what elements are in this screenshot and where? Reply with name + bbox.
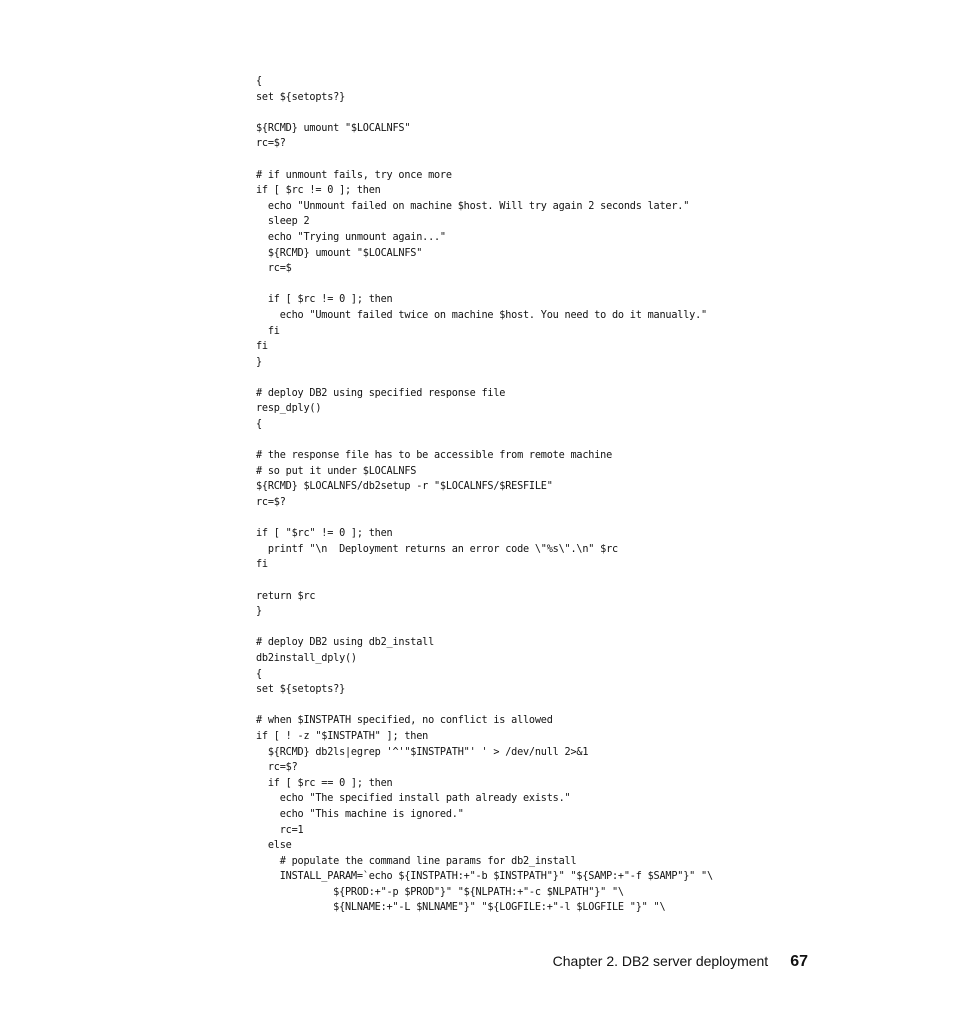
code-line — [256, 370, 713, 386]
code-line: rc=1 — [256, 824, 304, 836]
code-line: set ${setopts?} — [256, 684, 346, 696]
code-line: rc=$? — [256, 762, 298, 774]
code-line: if [ "$rc" != 0 ]; then — [256, 528, 393, 540]
code-line: else — [256, 840, 292, 852]
code-line: printf "\n Deployment returns an error code \"%s\".\n" $rc — [256, 543, 618, 555]
code-line: fi — [256, 341, 268, 353]
code-line: # deploy DB2 using specified response file — [256, 387, 506, 399]
code-line: fi — [256, 559, 268, 571]
code-line: # the response file has to be accessible from remote machine — [256, 450, 613, 462]
code-line: set ${setopts?} — [256, 91, 346, 103]
code-line: if [ ! -z "$INSTPATH" ]; then — [256, 730, 429, 742]
code-line: echo "Trying unmount again..." — [256, 231, 446, 243]
code-line: { — [256, 668, 262, 680]
code-line: INSTALL_PARAM=`echo ${INSTPATH:+"-b $INSTPATH"}" "${SAMP:+"-f $SAMP"}" "\ — [256, 871, 713, 883]
code-line — [256, 573, 713, 589]
code-line: echo "The specified install path already exists." — [256, 793, 571, 805]
code-line: rc=$ — [256, 263, 292, 275]
code-line — [256, 433, 713, 449]
code-line: # if unmount fails, try once more — [256, 169, 452, 181]
code-line: ${RCMD} umount "$LOCALNFS" — [256, 247, 423, 259]
code-line: echo "This machine is ignored." — [256, 808, 464, 820]
code-line — [256, 105, 713, 121]
code-line: rc=$? — [256, 138, 286, 150]
code-line — [256, 152, 713, 168]
code-line: if [ $rc != 0 ]; then — [256, 294, 393, 306]
code-line: ${RCMD} db2ls|egrep '^'"$INSTPATH"' ' > /dev/null 2>&1 — [256, 746, 589, 758]
code-line: ${NLNAME:+"-L $NLNAME"}" "${LOGFILE:+"-l $LOGFILE "}" "\ — [256, 902, 666, 914]
code-line — [256, 277, 713, 293]
code-line — [256, 698, 713, 714]
code-line: # populate the command line params for db2_install — [256, 855, 577, 867]
code-line: echo "Unmount failed on machine $host. Will try again 2 seconds later." — [256, 200, 690, 212]
code-line: resp_dply() — [256, 403, 322, 415]
code-line: } — [256, 606, 262, 618]
code-line: sleep 2 — [256, 216, 310, 228]
code-line: } — [256, 356, 262, 368]
code-line: { — [256, 419, 262, 431]
chapter-title: Chapter 2. DB2 server deployment — [552, 953, 769, 969]
code-line: rc=$? — [256, 497, 286, 509]
code-line: # deploy DB2 using db2_install — [256, 637, 435, 649]
code-line: echo "Umount failed twice on machine $host. You need to do it manually." — [256, 309, 707, 321]
code-line: # so put it under $LOCALNFS — [256, 465, 417, 477]
code-line: ${RCMD} $LOCALNFS/db2setup -r "$LOCALNFS/$RESFILE" — [256, 481, 553, 493]
page-number: 67 — [790, 953, 808, 970]
code-line — [256, 511, 713, 527]
code-line: ${RCMD} umount "$LOCALNFS" — [256, 122, 411, 134]
code-line: fi — [256, 325, 280, 337]
code-line: db2install_dply() — [256, 652, 357, 664]
code-line: if [ $rc == 0 ]; then — [256, 777, 393, 789]
code-line: { — [256, 76, 262, 87]
code-listing — [256, 74, 713, 916]
code-line: if [ $rc != 0 ]; then — [256, 185, 381, 197]
code-line: ${PROD:+"-p $PROD"}" "${NLPATH:+"-c $NLPATH"}" "\ — [256, 886, 624, 898]
page-footer — [0, 953, 808, 971]
code-line: # when $INSTPATH specified, no conflict is allowed — [256, 715, 553, 727]
code-line: return $rc — [256, 590, 316, 602]
code-line — [256, 620, 713, 636]
